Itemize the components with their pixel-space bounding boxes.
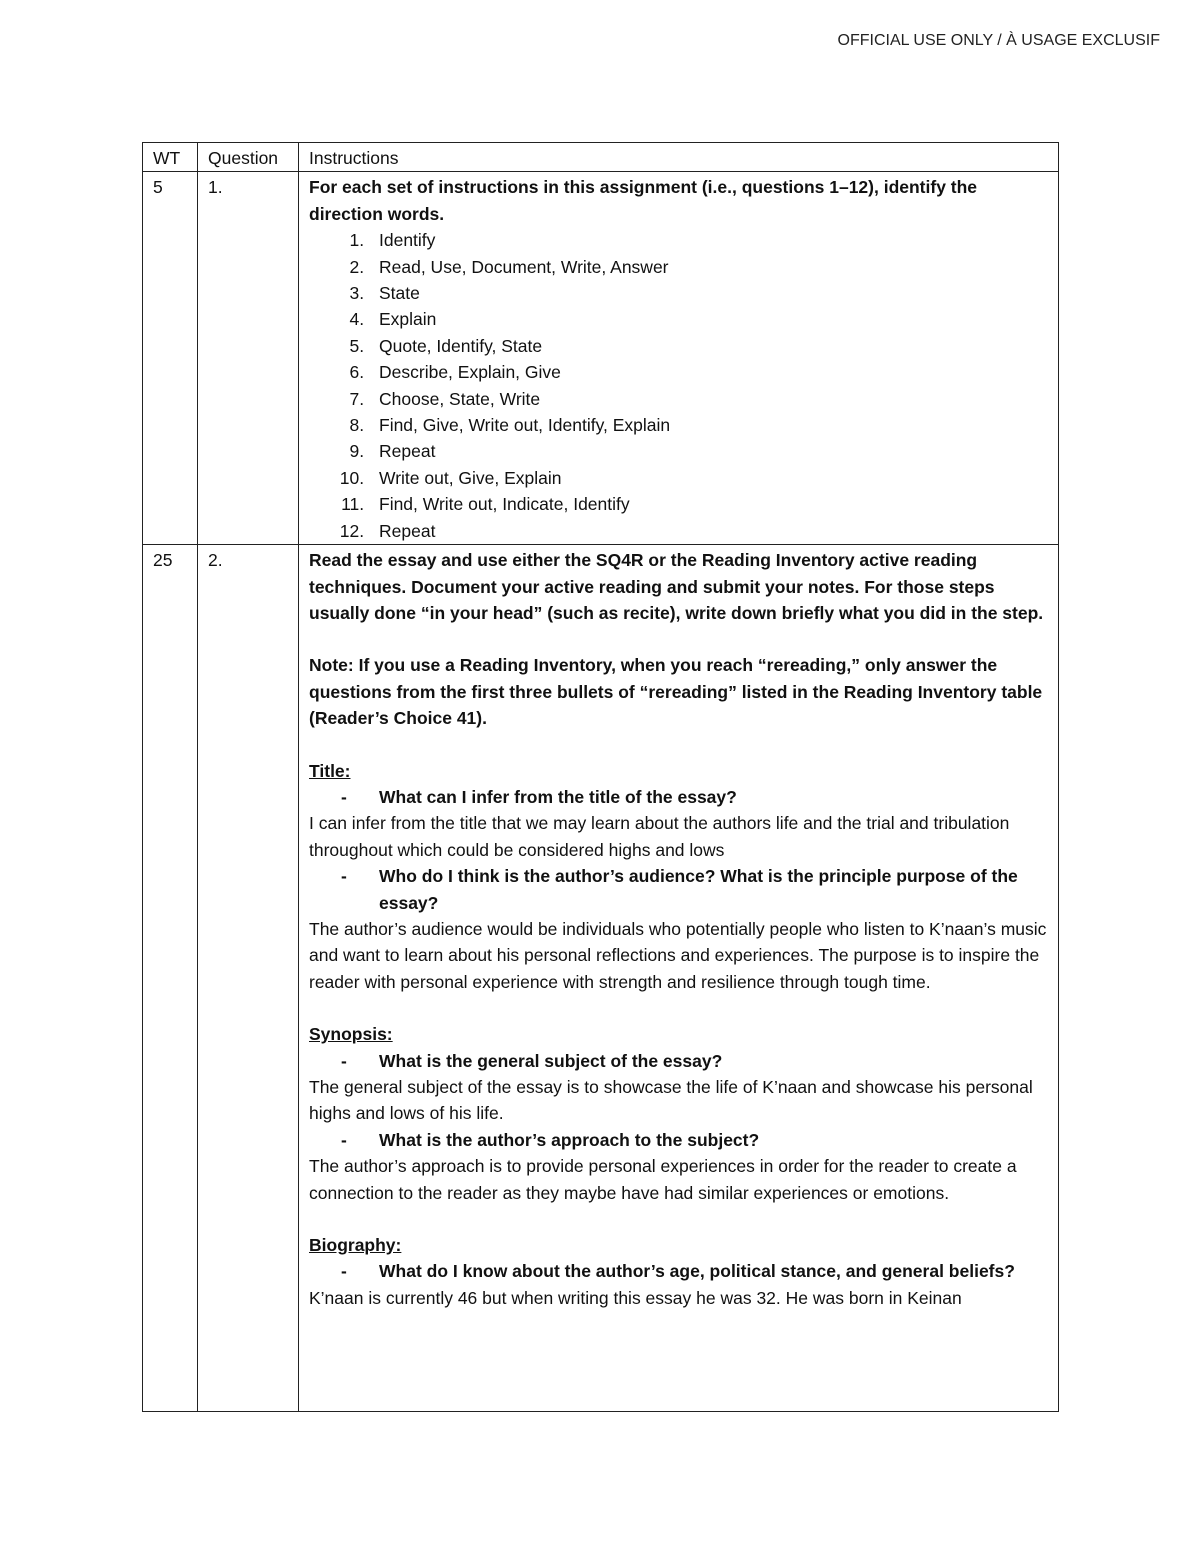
synopsis-answer-1: The general subject of the essay is to showcase the life of K’naan and showcase his personal highs and lows of his life. <box>309 1077 1033 1124</box>
row1-instructions <box>299 172 1059 545</box>
title-answer-1: I can infer from the title that we may learn about the authors life and the trial and tribulation throughout which could be considered highs and lows <box>309 813 1010 860</box>
table-row <box>143 545 1059 1412</box>
biography-question-list <box>309 1258 1048 1284</box>
title-heading: Title: <box>309 760 351 781</box>
row1-prompt: For each set of instructions in this assignment (i.e., questions 1–12), identify the direction words. <box>309 177 978 224</box>
header-question: Question <box>198 143 299 172</box>
synopsis-question-2: - What is the author’s approach to the subject? <box>371 1127 1048 1153</box>
list-item: 3. State <box>369 280 1048 306</box>
list-item: 7. Choose, State, Write <box>369 386 1048 412</box>
synopsis-heading: Synopsis: <box>309 1024 393 1045</box>
row2-instructions <box>299 545 1059 1412</box>
title-answer-2: The author’s audience would be individuals who potentially people who listen to K’naan’s music and want to learn about his personal reflections and experiences. The purpose is to inspire the reader with personal experience with strength and resilience through tough time. <box>309 918 1047 992</box>
list-item: 11. Find, Write out, Indicate, Identify <box>369 491 1048 517</box>
list-item: 6. Describe, Explain, Give <box>369 359 1048 385</box>
biography-heading: Biography: <box>309 1235 402 1256</box>
row1-wt: 5 <box>143 172 198 545</box>
synopsis-answer-2: The author’s approach is to provide personal experiences in order for the reader to create a connection to the reader as they maybe have had similar experiences or emotions. <box>309 1156 1017 1203</box>
table-row <box>143 172 1059 545</box>
assignment-table <box>142 142 1059 1412</box>
direction-words-list <box>309 227 1048 544</box>
synopsis-question-list <box>309 1048 1048 1074</box>
title-question-2: - Who do I think is the author’s audience? What is the principle purpose of the essay? <box>371 863 1048 916</box>
header-wt: WT <box>143 143 198 172</box>
classification-header: OFFICIAL USE ONLY / À USAGE EXCLUSIF <box>837 32 1160 49</box>
list-item: 12. Repeat <box>369 518 1048 544</box>
row1-question: 1. <box>198 172 299 545</box>
list-item: 8. Find, Give, Write out, Identify, Explain <box>369 412 1048 438</box>
biography-answer-1: K’naan is currently 46 but when writing this essay he was 32. He was born in Keinan <box>309 1287 962 1308</box>
list-item: 9. Repeat <box>369 438 1048 464</box>
row2-question: 2. <box>198 545 299 1412</box>
row2-prompt: Read the essay and use either the SQ4R or the Reading Inventory active reading techniques. Document your active reading and submit your notes. For those steps usually done “in your head” (such as recite), write down briefly what you did in the step. <box>309 550 1044 623</box>
synopsis-question-list-2 <box>309 1127 1048 1153</box>
list-item: 5. Quote, Identify, State <box>369 333 1048 359</box>
list-item: 2. Read, Use, Document, Write, Answer <box>369 254 1048 280</box>
table-header-row <box>143 143 1059 172</box>
synopsis-question-1: - What is the general subject of the essay? <box>371 1048 1048 1074</box>
title-question-1: - What can I infer from the title of the essay? <box>371 784 1048 810</box>
row2-note: Note: If you use a Reading Inventory, when you reach “rereading,” only answer the questions from the first three bullets of “rereading” listed in the Reading Inventory table (Reader’s Choice 41). <box>309 655 1043 729</box>
row2-wt: 25 <box>143 545 198 1412</box>
title-question-list <box>309 784 1048 810</box>
list-item: 1. Identify <box>369 227 1048 253</box>
header-instructions: Instructions <box>299 143 1059 172</box>
list-item: 10. Write out, Give, Explain <box>369 465 1048 491</box>
title-question-list-2 <box>309 863 1048 916</box>
biography-question-1: - What do I know about the author’s age, political stance, and general beliefs? <box>371 1258 1048 1284</box>
list-item: 4. Explain <box>369 306 1048 332</box>
